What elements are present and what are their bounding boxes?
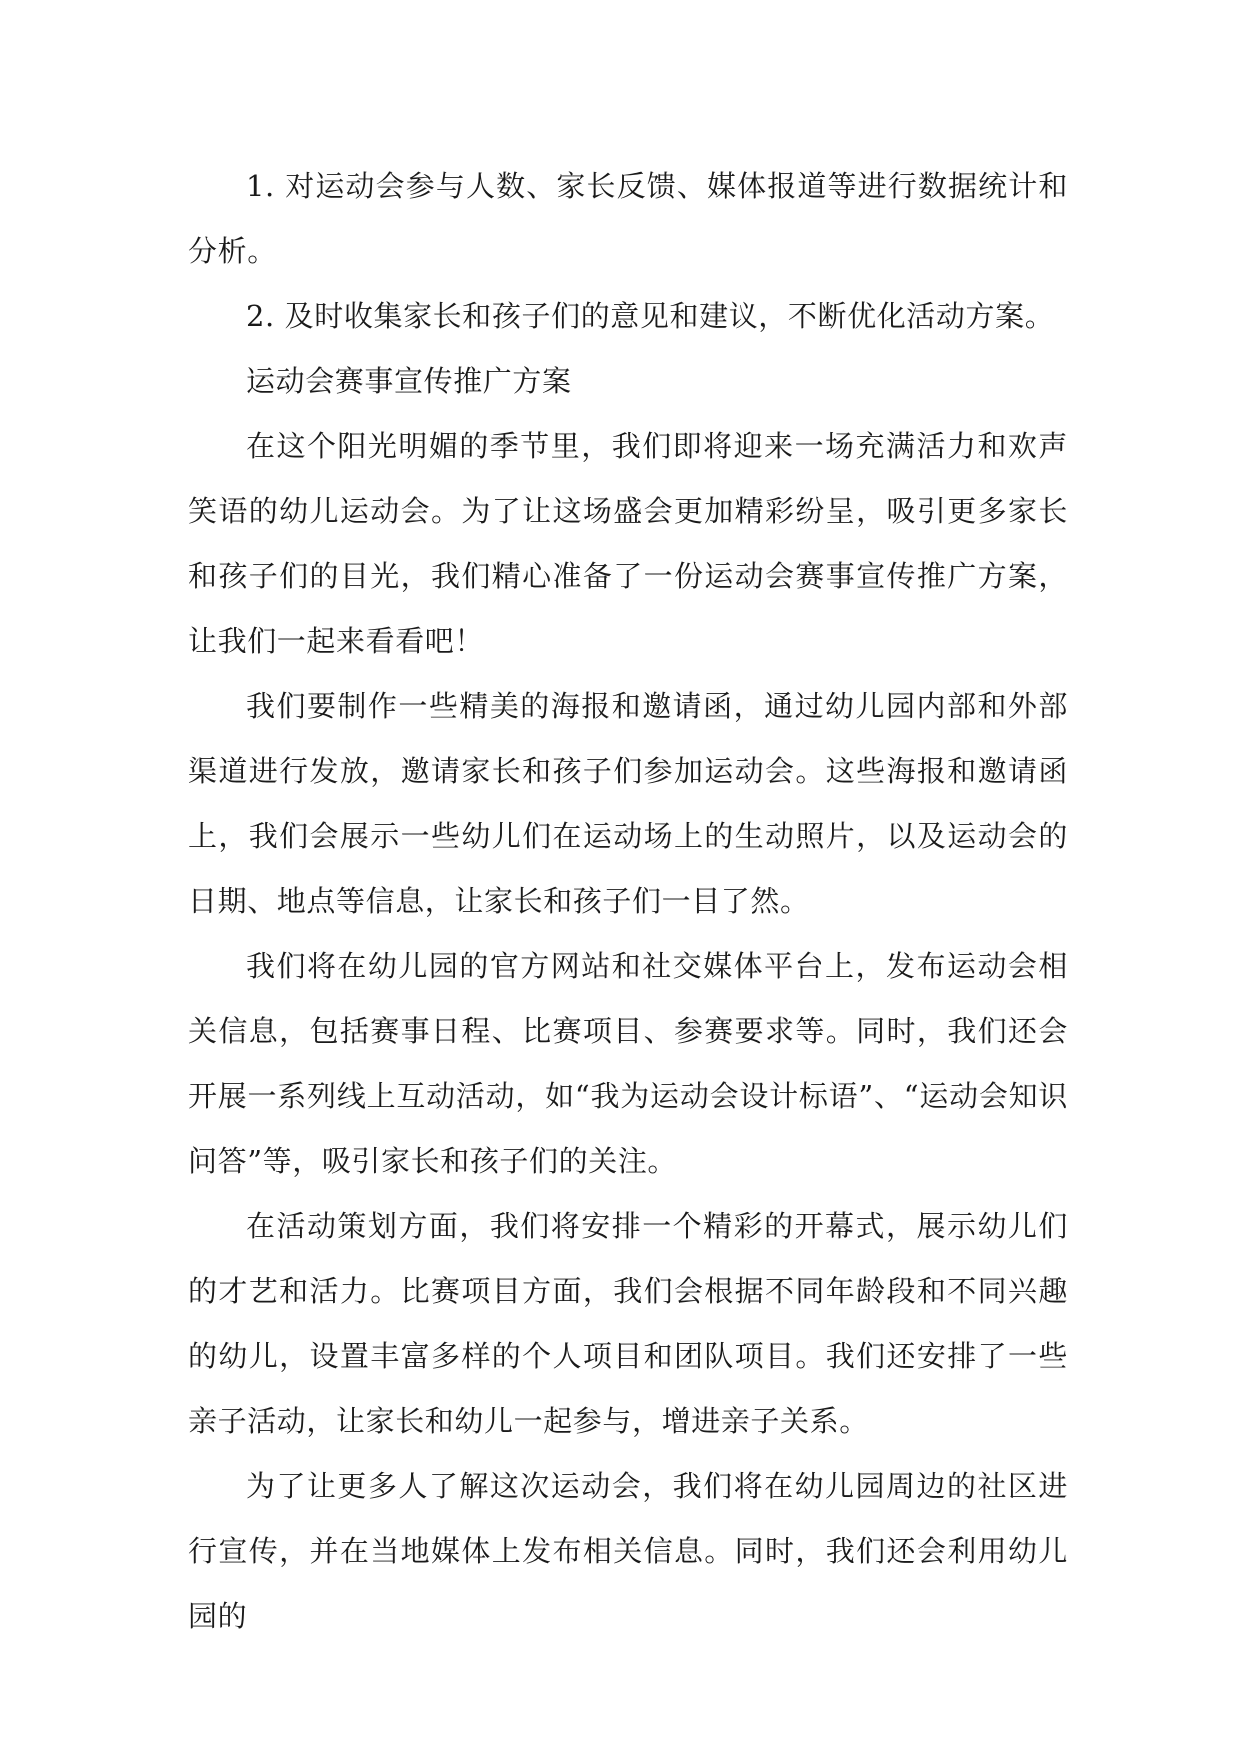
paragraph-stats-item: 1. 对运动会参与人数、家长反馈、媒体报道等进行数据统计和分析。	[188, 169, 1068, 268]
paragraph-online: 我们将在幼儿园的官方网站和社交媒体平台上，发布运动会相关信息，包括赛事日程、比赛项目、参赛要求等。同时，我们还会开展一系列线上互动活动，如“我为运动会设计标语”、“运动会知识问答”等，吸引家长和孩子们的关注。	[188, 949, 1068, 1178]
paragraph-feedback-item: 2. 及时收集家长和孩子们的意见和建议，不断优化活动方案。	[246, 299, 1055, 333]
paragraph-posters: 我们要制作一些精美的海报和邀请函，通过幼儿园内部和外部渠道进行发放，邀请家长和孩子们参加运动会。这些海报和邀请函上，我们会展示一些幼儿们在运动场上的生动照片，以及运动会的日期、地点等信息，让家长和孩子们一目了然。	[188, 689, 1068, 918]
paragraph-community: 为了让更多人了解这次运动会，我们将在幼儿园周边的社区进行宣传，并在当地媒体上发布相关信息。同时，我们还会利用幼儿园的	[188, 1469, 1068, 1633]
document-body	[188, 154, 1068, 1649]
paragraph-planning: 在活动策划方面，我们将安排一个精彩的开幕式，展示幼儿们的才艺和活力。比赛项目方面，我们会根据不同年龄段和不同兴趣的幼儿，设置丰富多样的个人项目和团队项目。我们还安排了一些亲子活动，让家长和幼儿一起参与，增进亲子关系。	[188, 1209, 1068, 1438]
paragraph-intro: 在这个阳光明媚的季节里，我们即将迎来一场充满活力和欢声笑语的幼儿运动会。为了让这场盛会更加精彩纷呈，吸引更多家长和孩子们的目光，我们精心准备了一份运动会赛事宣传推广方案，让我们一起来看看吧！	[188, 429, 1068, 658]
section-heading: 运动会赛事宣传推广方案	[246, 364, 572, 398]
